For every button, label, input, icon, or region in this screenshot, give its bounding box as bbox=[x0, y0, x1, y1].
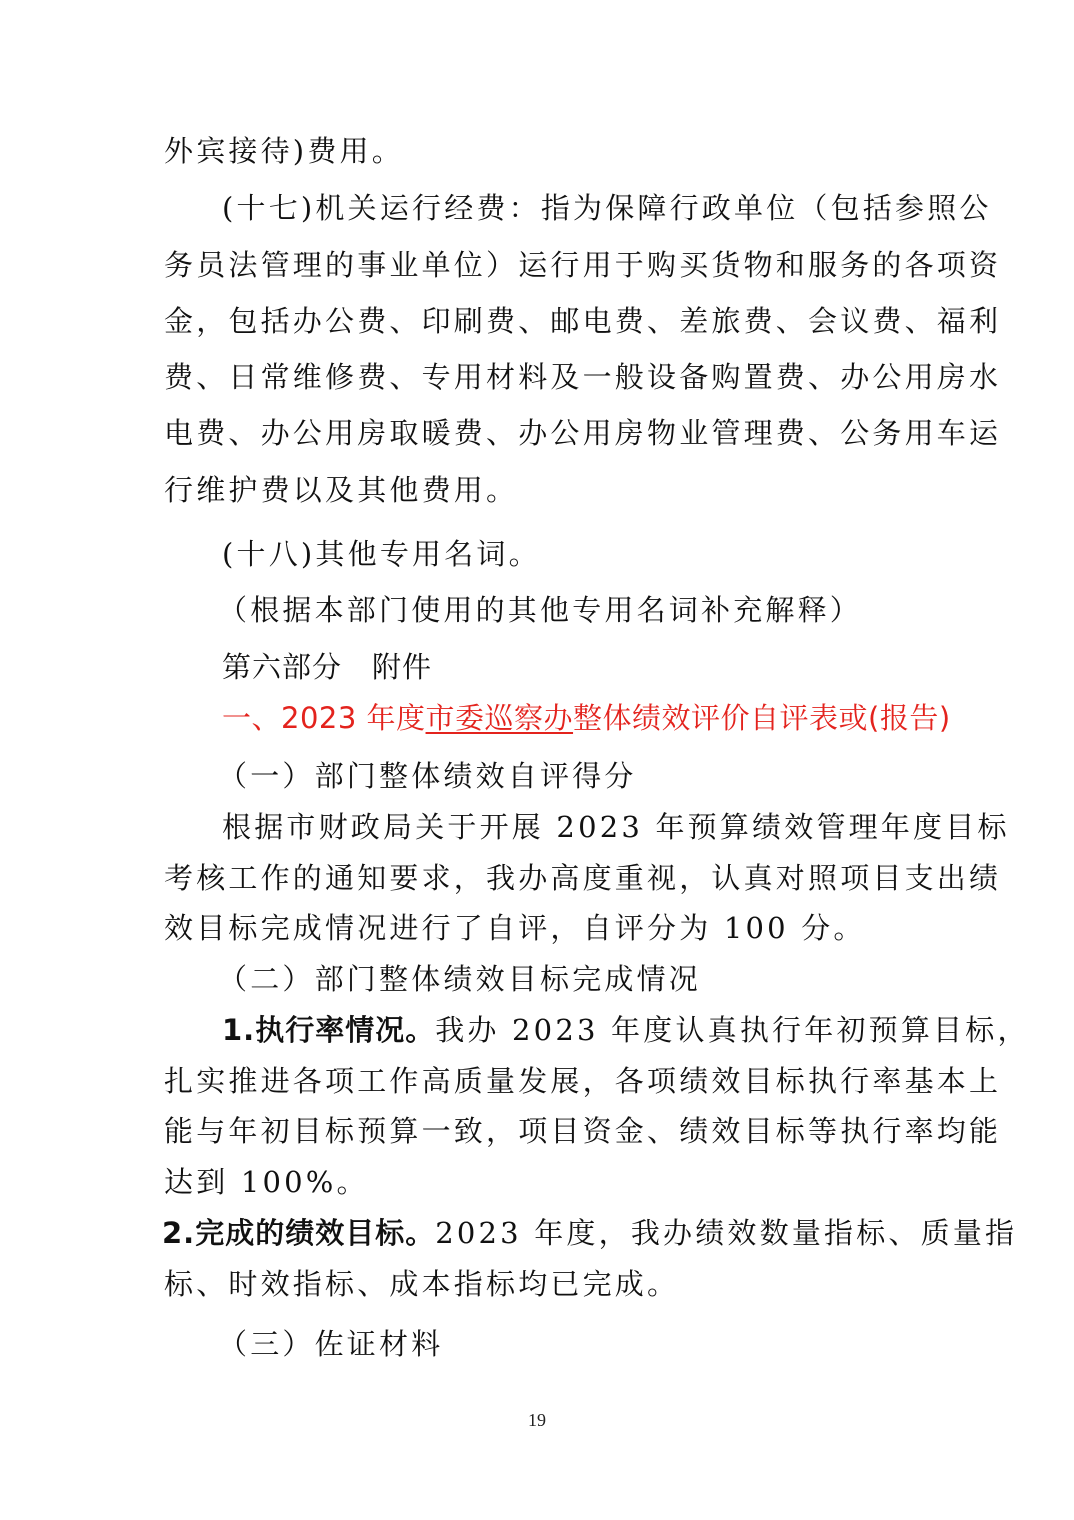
paragraph-line: 效目标完成情况进行了自评，自评分为 100 分。 bbox=[164, 911, 866, 945]
paragraph-line: 扎实推进各项工作高质量发展，各项绩效目标执行率基本上 bbox=[164, 1064, 1002, 1098]
paragraph-line: 务员法管理的事业单位）运行用于购买货物和服务的各项资 bbox=[164, 248, 1002, 282]
item-label: 1.执行率情况。 bbox=[222, 1013, 436, 1047]
heading-prefix: 一、2023 年度 bbox=[222, 701, 426, 735]
part-heading: 第六部分 附件 bbox=[222, 650, 433, 684]
paragraph-line: 能与年初目标预算一致，项目资金、绩效目标等执行率均能 bbox=[164, 1114, 1002, 1148]
subsection-title: （三）佐证材料 bbox=[218, 1327, 444, 1361]
subsection-title: （二）部门整体绩效目标完成情况 bbox=[218, 962, 702, 996]
red-section-heading bbox=[222, 698, 951, 738]
paragraph-line: 根据市财政局关于开展 2023 年预算绩效管理年度目标 bbox=[222, 810, 1010, 844]
paragraph-line bbox=[222, 1010, 1030, 1050]
paragraph-line: 标、时效指标、成本指标均已完成。 bbox=[164, 1267, 680, 1301]
item-text: 我办 2023 年度认真执行年初预算目标， bbox=[435, 1013, 1030, 1047]
paragraph-line: (十八)其他专用名词。 bbox=[222, 537, 541, 571]
heading-suffix: 整体绩效评价自评表或(报告) bbox=[573, 701, 951, 735]
page-number: 19 bbox=[528, 1410, 546, 1430]
paragraph-line: （根据本部门使用的其他专用名词补充解释） bbox=[218, 593, 863, 627]
paragraph-line: 考核工作的通知要求，我办高度重视，认真对照项目支出绩 bbox=[164, 861, 1002, 895]
paragraph-line: 行维护费以及其他费用。 bbox=[164, 473, 519, 507]
subsection-title: （一）部门整体绩效自评得分 bbox=[218, 759, 637, 793]
paragraph-line: 外宾接待)费用。 bbox=[164, 134, 404, 168]
item-label: 2.完成的绩效目标。 bbox=[162, 1216, 436, 1250]
paragraph-line: 费、日常维修费、专用材料及一般设备购置费、办公用房水 bbox=[164, 360, 1002, 394]
paragraph-line: (十七)机关运行经费：指为保障行政单位（包括参照公 bbox=[222, 191, 992, 225]
paragraph-line bbox=[162, 1213, 1018, 1253]
paragraph-line: 金，包括办公费、印刷费、邮电费、差旅费、会议费、福利 bbox=[164, 304, 1002, 338]
paragraph-line: 电费、办公用房取暖费、办公用房物业管理费、公务用车运 bbox=[164, 416, 1002, 450]
item-text: 2023 年度，我办绩效数量指标、质量指 bbox=[435, 1216, 1018, 1250]
heading-underlined: 市委巡察办 bbox=[425, 701, 574, 735]
paragraph-line: 达到 100%。 bbox=[164, 1165, 369, 1199]
